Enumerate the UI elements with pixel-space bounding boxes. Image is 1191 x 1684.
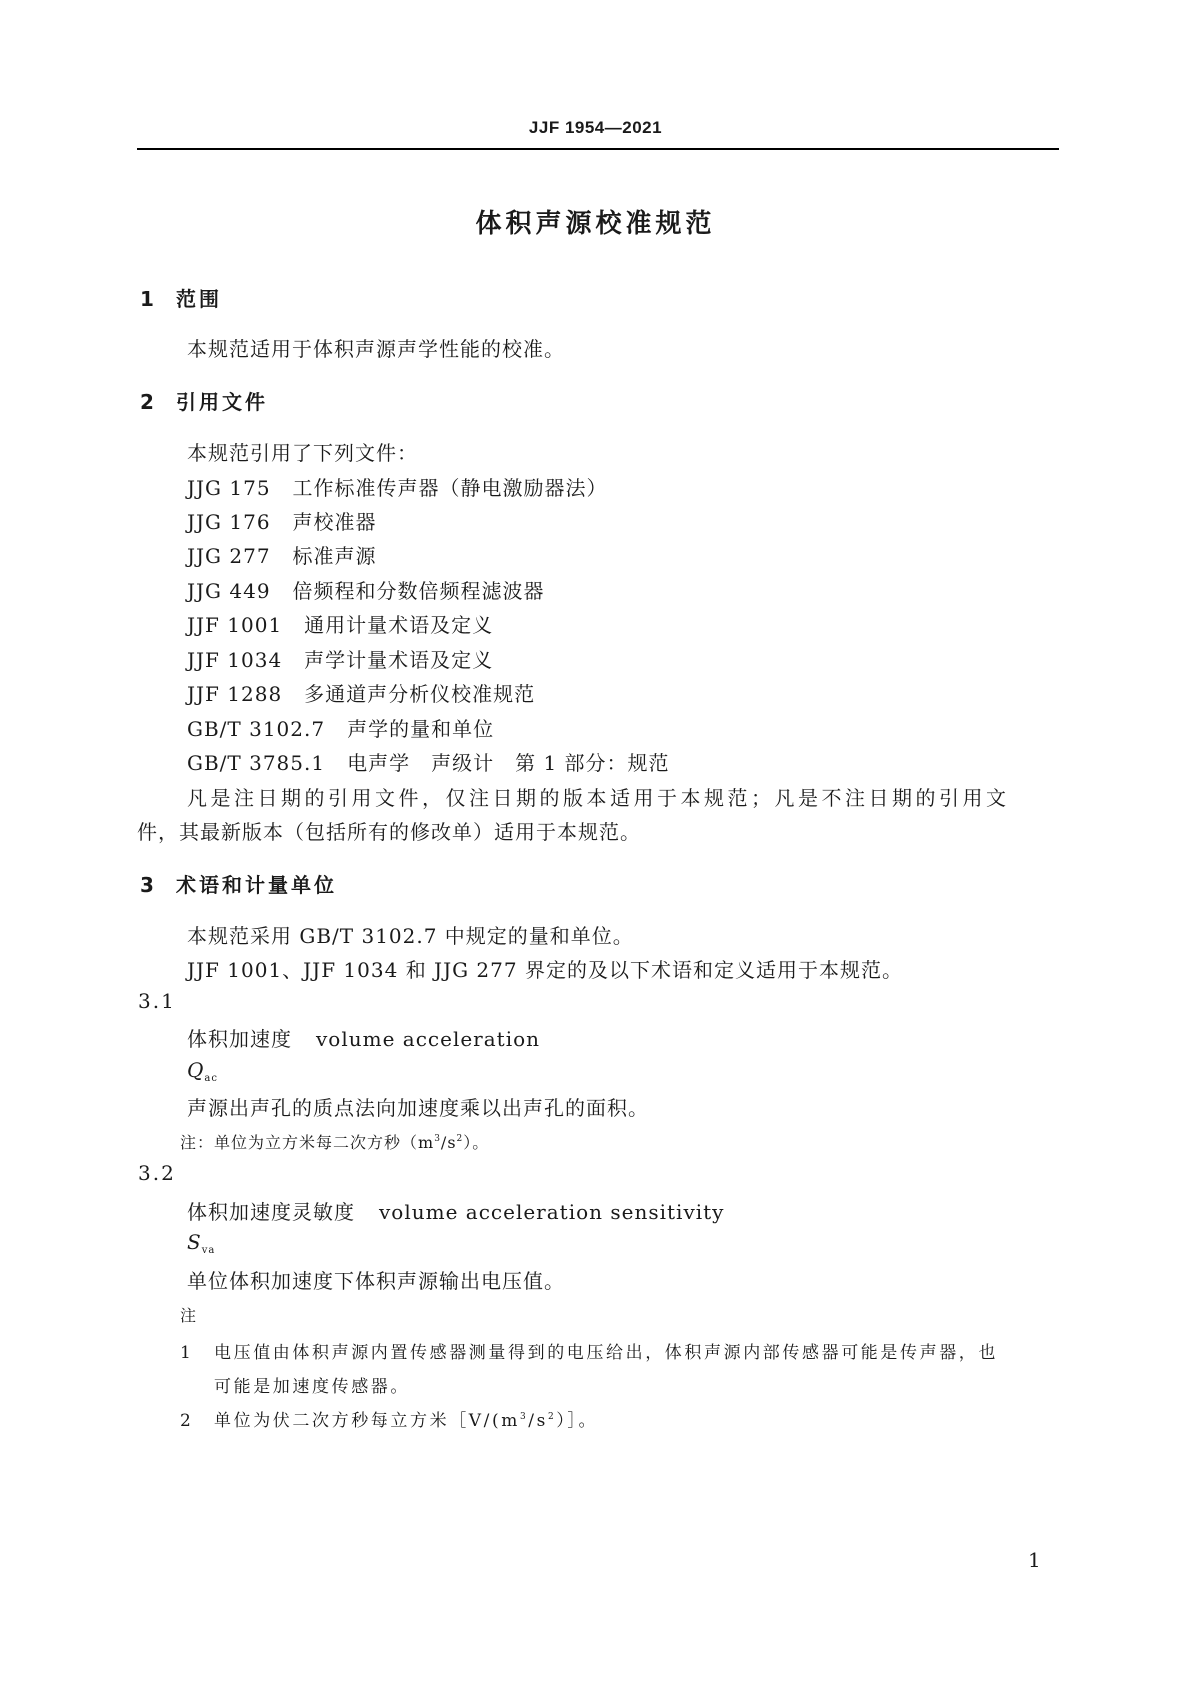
- clause-3-2-number: 3.2: [138, 1161, 176, 1185]
- clause-3-2-note-1-continued: 可能是加速度传感器。: [214, 1377, 410, 1397]
- reference-name: 工作标准传声器（静电激励器法）: [292, 476, 608, 500]
- page-header-code: JJF 1954—2021: [528, 118, 663, 137]
- reference-item: [187, 609, 493, 638]
- symbol-letter: S: [187, 1230, 202, 1254]
- reference-code: JJF 1288: [187, 682, 283, 706]
- note-text: 单位为伏二次方秒每立方米［V/(m: [214, 1411, 520, 1431]
- note-superscript: 2: [547, 1412, 557, 1422]
- reference-code: JJG 449: [187, 579, 271, 603]
- section-title: 引用文件: [176, 390, 268, 414]
- reference-name: 电声学 声级计 第 1 部分：规范: [347, 751, 670, 775]
- clause-3-2-definition: 单位体积加速度下体积声源输出电压值。: [187, 1269, 565, 1293]
- clause-3-2-term: [187, 1196, 724, 1225]
- section-number: 3: [140, 873, 154, 897]
- note-text: 电压值由体积声源内置传感器测量得到的电压给出，体积声源内部传感器可能是传声器，也: [214, 1343, 998, 1363]
- note-text: 注：单位为立方米每二次方秒（m: [180, 1133, 435, 1152]
- section-title: 术语和计量单位: [176, 873, 337, 897]
- note-superscript: 3: [434, 1134, 441, 1144]
- reference-name: 声学的量和单位: [347, 717, 495, 741]
- reference-code: GB/T 3102.7: [187, 717, 326, 741]
- section-3-heading: [140, 869, 337, 898]
- reference-item: [187, 747, 670, 776]
- reference-item: [187, 540, 377, 569]
- note-number: 2: [180, 1411, 191, 1431]
- reference-name: 多通道声分析仪校准规范: [304, 682, 536, 706]
- header-rule: [137, 148, 1059, 150]
- term-english: volume acceleration sensitivity: [379, 1200, 725, 1224]
- section-1-heading: [140, 283, 222, 312]
- reference-name: 倍频程和分数倍频程滤波器: [292, 579, 545, 603]
- reference-name: 声学计量术语及定义: [304, 648, 494, 672]
- document-title: 体积声源校准规范: [475, 209, 716, 239]
- clause-3-1-definition: 声源出声孔的质点法向加速度乘以出声孔的面积。: [187, 1096, 649, 1120]
- reference-code: GB/T 3785.1: [187, 751, 326, 775]
- reference-item: [187, 713, 494, 742]
- reference-item: [187, 644, 493, 673]
- reference-item: [187, 506, 377, 535]
- section-2-heading: [140, 386, 268, 415]
- note-text: /s: [528, 1411, 548, 1431]
- reference-name: 通用计量术语及定义: [304, 613, 494, 637]
- note-superscript: 3: [519, 1412, 529, 1422]
- reference-code: JJF 1034: [187, 648, 283, 672]
- note-superscript: 2: [456, 1134, 464, 1144]
- section-number: 2: [140, 390, 154, 414]
- section-3-text-1: 本规范采用 GB/T 3102.7 中规定的量和单位。: [187, 924, 634, 948]
- clause-3-2-note-2: [180, 1406, 598, 1431]
- reference-name: 声校准器: [292, 510, 377, 534]
- note-text: /s: [440, 1133, 457, 1152]
- clause-3-1-symbol: [187, 1058, 218, 1084]
- note-number: 1: [180, 1343, 191, 1363]
- section-1-text: 本规范适用于体积声源声学性能的校准。: [187, 337, 565, 361]
- symbol-subscript: va: [201, 1245, 216, 1256]
- symbol-subscript: ac: [204, 1073, 218, 1084]
- reference-item: [187, 678, 535, 707]
- note-text: ）］。: [556, 1411, 599, 1431]
- section-number: 1: [140, 287, 154, 311]
- section-2-closing-line-1: 凡是注日期的引用文件，仅注日期的版本适用于本规范；凡是不注日期的引用文: [187, 786, 1010, 810]
- clause-3-1-term: [187, 1023, 540, 1052]
- reference-name: 标准声源: [292, 544, 377, 568]
- term-english: volume acceleration: [316, 1027, 541, 1051]
- clause-3-2-symbol: [187, 1230, 215, 1256]
- reference-item: [187, 472, 608, 501]
- section-2-closing-line-2: 件，其最新版本（包括所有的修改单）适用于本规范。: [137, 820, 641, 844]
- reference-code: JJG 277: [187, 544, 271, 568]
- section-2-intro: 本规范引用了下列文件：: [187, 441, 418, 465]
- reference-code: JJF 1001: [187, 613, 283, 637]
- symbol-letter: Q: [187, 1058, 205, 1082]
- reference-item: [187, 575, 545, 604]
- note-text: ）。: [463, 1133, 490, 1152]
- page-number: 1: [1028, 1548, 1041, 1572]
- clause-3-2-note-label: 注: [180, 1306, 198, 1325]
- clause-3-1-number: 3.1: [138, 989, 176, 1013]
- term-chinese: 体积加速度灵敏度: [187, 1200, 355, 1224]
- term-chinese: 体积加速度: [187, 1027, 292, 1051]
- reference-code: JJG 176: [187, 510, 271, 534]
- reference-code: JJG 175: [187, 476, 271, 500]
- section-3-text-2: JJF 1001、JJF 1034 和 JJG 277 界定的及以下术语和定义适用于本规范。: [187, 958, 903, 982]
- section-title: 范围: [176, 287, 222, 311]
- clause-3-2-note-1: [180, 1338, 998, 1363]
- clause-3-1-note: [180, 1130, 489, 1153]
